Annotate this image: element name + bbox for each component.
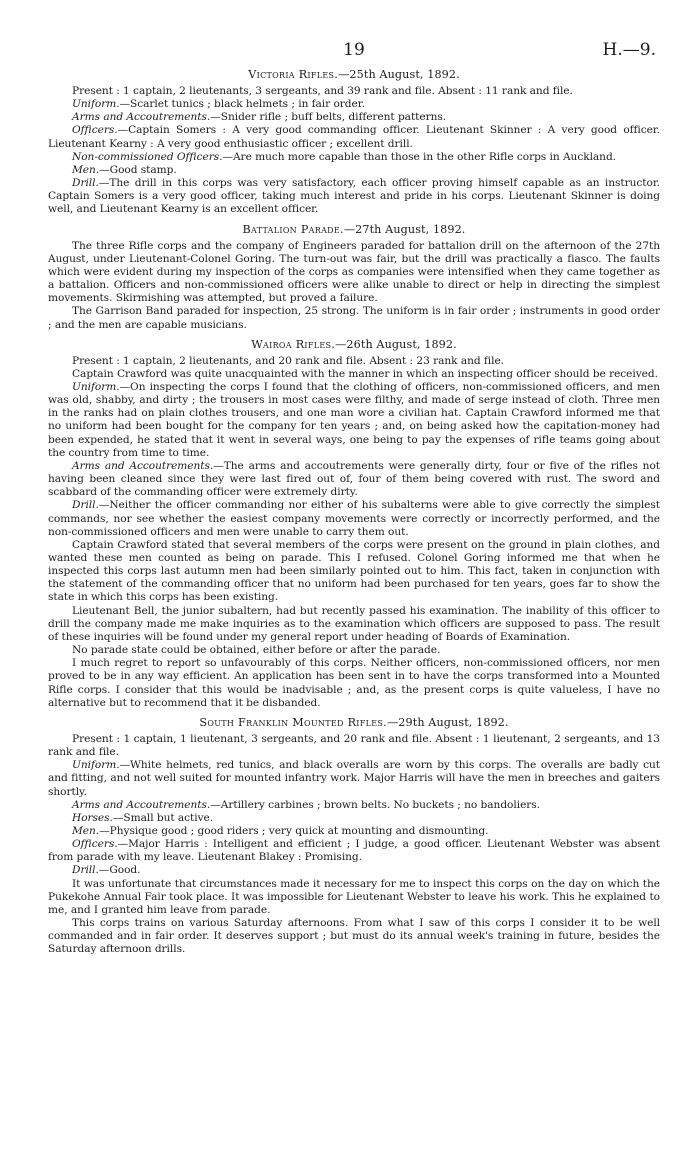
paragraph [48,917,660,956]
paragraph-label: Uniform. [72,759,120,772]
paragraph [48,368,660,381]
paragraph-text: Lieutenant Bell, the junior subaltern, had but recently passed his examination. The inability of this officer to drill the company made me make inquiries as to the examination which officers are supposed to pass. The result of these inquiries will be found under my general report under heading of Boards of Examination. [48,604,660,643]
paragraph-label: Arms and Accoutrements. [72,111,211,124]
section-title: Victoria Rifles. [248,68,339,81]
paragraph-text: —Are much more capable than those in the other Rifle corps in Auckland. [222,150,616,163]
paragraph-text: Present : 1 captain, 1 lieutenant, 3 sergeants, and 20 rank and file. Absent : 1 lieutenant, 2 sergeants, and 13 rank and file. [48,732,660,759]
paragraph-label: Non-commissioned Officers. [72,150,223,163]
paragraph [48,864,660,877]
paragraph [48,539,660,605]
paragraph [48,85,660,98]
section-title: South Franklin Mounted Rifles. [199,715,388,729]
paragraph-text: —Neither the officer commanding nor either of his subalterns were able to give correctly the simplest commands, nor see whether the easiest company movements were correctly or incorrectly performed, and the non-commissioned officers and men were unable to carry them out. [48,499,660,538]
section-title: Battalion Parade. [242,222,344,236]
section-heading [48,222,660,237]
section-date: —27th August, 1892. [343,222,466,236]
paragraph [48,164,660,177]
paragraph [48,605,660,644]
paragraph-text: It was unfortunate that circumstances made it necessary for me to inspect this corps on the day on which the Pukekohe Annual Fair took place. It was impossible for Lieutenant Webster to leave his work. This he explained to me, and I granted him leave from parade. [48,877,660,916]
paragraph-label: Men. [72,824,100,837]
paragraph-label: Uniform. [72,380,120,393]
paragraph [48,151,660,164]
paragraph-text: Present : 1 captain, 2 lieutenants, 3 sergeants, and 39 rank and file. Absent : 11 rank and file. [72,85,573,97]
section-date: —25th August, 1892. [338,68,460,81]
paragraph-text: —Snider rifle ; buff belts, different patterns. [210,111,447,124]
paragraph [48,177,660,216]
paragraph [48,799,660,812]
paragraph-text: —On inspecting the corps I found that the clothing of officers, non-commissioned officers, and men was old, shabby, and dirty ; the trousers in most cases were filthy, and made of serge instead of cloth. Three men in the ranks had on plain clothes trousers, and one man wore a civilian hat. Captain Crawford informed me that no uniform had been bought for the company for ten years ; and, on being asked how the capitation-money had been expended, he stated that it went in several ways, one being to pay the expenses of rifle teams going about the country from time to time. [48,380,660,459]
paragraph-label: Drill. [72,499,99,512]
paragraph [48,759,660,798]
paragraph-label: Drill. [72,864,99,877]
paragraph [48,825,660,838]
paragraph [48,460,660,499]
paragraph-text: —Physique good ; good riders ; very quick at mounting and dismounting. [99,824,489,837]
paragraph-label: Arms and Accoutrements. [72,798,211,811]
paragraph-text: —Good. [98,864,141,877]
document-page [48,40,660,957]
paragraph [48,240,660,306]
paragraph-text: Captain Crawford was quite unacquainted with the manner in which an inspecting officer should be received. [72,367,658,380]
paragraph-text: I much regret to report so unfavourably of this corps. Neither officers, non-commissioned officers, nor men proved to be in any way efficient. An application has been sent in to have the corps transformed into a Mounted Rifle corps. I consider that this would be inadvisable ; and, as the present corps is quite valueless, I have no alternative but to recommend that it be disbanded. [48,657,660,709]
section-heading [48,67,660,82]
paragraph-text: —Small but active. [112,811,214,824]
section-heading [48,715,660,730]
paragraph-label: Officers. [72,838,118,851]
paragraph-text: —Major Harris : Intelligent and efficient ; I judge, a good officer. Lieutenant Webster was absent from parade with my leave. Lieutenant Blakey : Promising. [48,838,660,864]
paragraph-label: Men. [72,163,100,176]
paragraph-text: —The drill in this corps was very satisfactory, each officer proving himself capable as an instructor. Captain Somers is a very good officer, taking much interest and pride in his corps. Lieutenant Skinner is doing well, and Lieutenant Kearny is an excellent officer. [48,177,660,216]
paragraph-text: This corps trains on various Saturday afternoons. From what I saw of this corps I consider it to be well commanded and in fair order. It deserves support ; but must do its annual week's training in future, besides the Saturday afternoon drills. [48,917,660,956]
page-number: 19 [343,40,365,60]
paragraph-text: Present : 1 captain, 2 lieutenants, and 20 rank and file. Absent : 23 rank and file. [72,354,504,367]
paragraph [48,878,660,917]
paragraph-text: —Good stamp. [99,163,177,176]
paragraph [48,644,660,657]
paragraph-text: The Garrison Band paraded for inspection, 25 strong. The uniform is in fair order ; instruments in good order ; and the men are capable musicians. [48,305,660,331]
document-reference: H.—9. [602,40,656,60]
paragraph-text: —Artillery carbines ; brown belts. No buckets ; no bandoliers. [210,798,541,811]
paragraph-label: Uniform. [72,98,120,111]
document-body [48,67,660,957]
paragraph [48,355,660,368]
paragraph [48,812,660,825]
paragraph [48,733,660,759]
paragraph-text: —Scarlet tunics ; black helmets ; in fair order. [119,98,365,111]
paragraph [48,838,660,864]
paragraph [48,657,660,710]
paragraph-text: —The arms and accoutrements were generally dirty, four or five of the rifles not having been cleaned since they were last fired out of, four of them being covered with rust. The sword and scabbard of the commanding officer were extremely dirty. [48,459,660,499]
paragraph [48,499,660,538]
section-date: —26th August, 1892. [335,337,457,351]
section-heading [48,337,660,352]
paragraph-label: Drill. [72,177,99,190]
paragraph [48,98,660,111]
paragraph-text: No parade state could be obtained, either before or after the parade. [72,644,441,657]
paragraph-label: Horses. [72,811,113,824]
section-date: —29th August, 1892. [387,715,509,729]
paragraph [48,381,660,460]
page-header [48,40,660,62]
paragraph [48,111,660,124]
paragraph-text: Captain Crawford stated that several members of the corps were present on the ground in plain clothes, and wanted these men counted as being on parade. This I refused. Colonel Goring informed me that when he inspected this corps last autumn men had been similarly pointed out to him. This fact, taken in conjunction with the statement of the commanding officer that no uniform had been purchased for ten years, goes far to show the state in which this corps has been existing. [48,538,660,604]
paragraph [48,305,660,331]
paragraph-text: —Captain Somers : A very good commanding officer. Lieutenant Skinner : A very good officer. Lieutenant Kearny : A very good enthusiastic officer ; excellent drill. [48,124,660,150]
paragraph-label: Officers. [72,124,118,137]
paragraph-label: Arms and Accoutrements. [72,459,214,472]
paragraph-text: The three Rifle corps and the company of Engineers paraded for battalion drill on the afternoon of the 27th August, under Lieutenant-Colonel Goring. The turn-out was fair, but the drill was practically a fiasco. The faults which were evident during my inspection of the corps as companies were intensified when they came together as a battalion. Officers and non-commissioned officers were alike unable to direct or help in directing the simplest movements. Skirmishing was attempted, but proved a failure. [48,239,660,305]
paragraph-text: —White helmets, red tunics, and black overalls are worn by this corps. The overalls are badly cut and fitting, and not well suited for mounted infantry work. Major Harris will have the men in breeches and gaiters shortly. [48,759,660,798]
section-title: Wairoa Rifles. [251,337,336,351]
paragraph [48,124,660,150]
